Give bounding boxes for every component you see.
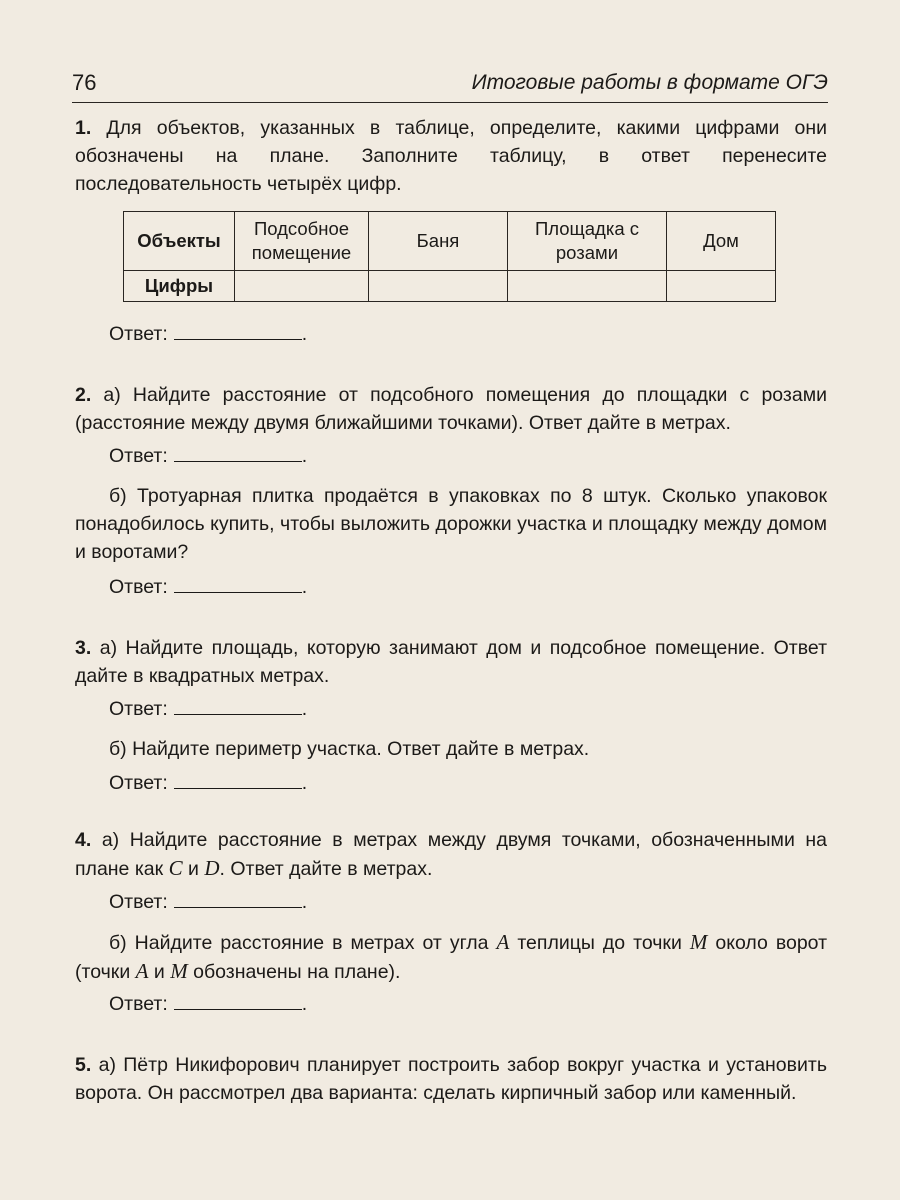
answer-line: Ответ: .: [109, 993, 308, 1015]
answer-blank[interactable]: [174, 574, 302, 593]
object-cell: Подсобное помещение: [235, 212, 369, 271]
question-text: б) Найдите периметр участка. Ответ дайте в метрах.: [109, 738, 590, 760]
question-4a: 4. а) Найдите расстояние в метрах между двумя точками, обозначенными на плане как C и D. Ответ дайте в метрах.: [75, 829, 828, 880]
answer-line: Ответ: .: [109, 698, 308, 720]
digit-cell[interactable]: [369, 271, 508, 302]
question-4b: б) Найдите расстояние в метрах от угла A теплицы до точки M около ворот (точки A и M обозначены на плане).: [75, 930, 828, 983]
running-head: Итоговые работы в формате ОГЭ: [471, 71, 828, 94]
answer-blank[interactable]: [174, 321, 302, 340]
answer-blank[interactable]: [174, 889, 302, 908]
point-d-label: D: [204, 856, 220, 880]
answer-line: Ответ: .: [109, 772, 308, 794]
objects-table: [123, 211, 776, 302]
answer-line: Ответ: .: [109, 445, 308, 467]
question-text: б) Тротуарная плитка продаётся в упаковках по 8 штук. Сколько упаковок понадобилось купить, чтобы выложить дорожки участка и площадку между домом и воротами?: [75, 485, 827, 563]
page-header: [72, 68, 828, 103]
table-row: [124, 212, 776, 271]
table-row: [124, 271, 776, 302]
question-2a: [75, 381, 827, 437]
question-text: а) Найдите расстояние от подсобного помещения до площадки с розами (расстояние между двумя ближайшими точками). Ответ дайте в метрах.: [75, 384, 827, 434]
answer-label: Ответ:: [109, 445, 168, 467]
row-header-objects: Объекты: [124, 212, 235, 271]
point-m-label: M: [170, 959, 188, 983]
question-number: 1.: [75, 117, 92, 139]
answer-blank[interactable]: [174, 991, 302, 1010]
object-cell: Площадка с розами: [508, 212, 667, 271]
question-text: а) Пётр Никифорович планирует построить забор вокруг участка и установить ворота. Он рассмотрел два варианта: сделать кирпичный забор или каменный.: [75, 1054, 827, 1104]
question-5a: [75, 1051, 827, 1107]
point-a-label: A: [135, 959, 149, 983]
question-number: 4.: [75, 829, 92, 851]
question-3a: [75, 634, 827, 690]
answer-label: Ответ:: [109, 891, 168, 913]
digit-cell[interactable]: [235, 271, 369, 302]
answer-label: Ответ:: [109, 576, 168, 598]
row-header-digits: Цифры: [124, 271, 235, 302]
question-number: 3.: [75, 637, 92, 659]
digit-cell[interactable]: [508, 271, 667, 302]
answer-blank[interactable]: [174, 696, 302, 715]
digit-cell[interactable]: [667, 271, 776, 302]
question-text: а) Найдите площадь, которую занимают дом и подсобное помещение. Ответ дайте в квадратных метрах.: [75, 637, 828, 687]
point-a-label: A: [496, 930, 510, 954]
question-number: 2.: [75, 384, 92, 406]
answer-line: Ответ: .: [109, 891, 308, 913]
answer-label: Ответ:: [109, 772, 168, 794]
point-c-label: C: [168, 856, 183, 880]
page-number: 76: [72, 70, 97, 95]
question-text: Для объектов, указанных в таблице, определите, какими цифрами они обозначены на плане. Заполните таблицу, в ответ перенесите последовательность четырёх цифр.: [75, 117, 827, 195]
answer-blank[interactable]: [174, 770, 302, 789]
question-1: [75, 114, 827, 198]
question-number: 5.: [75, 1054, 92, 1076]
answer-line: Ответ: .: [109, 576, 308, 598]
question-3b: [75, 735, 827, 763]
answer-blank[interactable]: [174, 443, 302, 462]
answer-line: Ответ: .: [109, 323, 308, 345]
point-m-label: M: [689, 930, 708, 954]
object-cell: Дом: [667, 212, 776, 271]
answer-label: Ответ:: [109, 323, 168, 345]
answer-label: Ответ:: [109, 993, 168, 1015]
question-2b: [75, 482, 827, 566]
answer-label: Ответ:: [109, 698, 168, 720]
object-cell: Баня: [369, 212, 508, 271]
